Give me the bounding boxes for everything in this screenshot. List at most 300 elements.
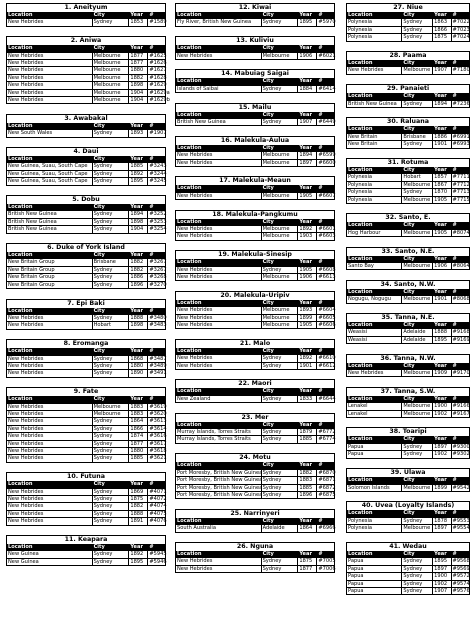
header-num: # [317, 348, 334, 355]
header-location: Location [347, 12, 402, 19]
header-year: Year [433, 126, 451, 133]
table-row [176, 119, 334, 126]
header-num: # [451, 126, 469, 133]
cell-num: #6872 [318, 484, 336, 491]
header-city: City [402, 510, 433, 517]
cell-city: Sydney [92, 170, 129, 177]
header-location: Location [176, 422, 261, 429]
table-row [7, 495, 165, 502]
cell-city: Sydney [261, 429, 298, 436]
table-row [347, 565, 469, 572]
cell-location: New Hebrides [176, 152, 261, 159]
header-location: Location [347, 477, 402, 484]
header-row [347, 126, 469, 133]
cell-location: Papua [347, 573, 402, 580]
cell-city: Sydney [92, 425, 129, 432]
cell-num: #4071 [149, 488, 167, 495]
cell-num: #3480 [149, 314, 167, 321]
language-block [6, 472, 166, 525]
cell-year: 1866 [129, 425, 148, 432]
cell-city: Sydney [92, 218, 129, 225]
header-city: City [402, 256, 433, 263]
cell-num: #3614 [149, 425, 167, 432]
cell-year: 1877 [298, 565, 317, 572]
cell-num: #4074 [149, 503, 167, 510]
header-location: Location [347, 60, 402, 67]
cell-city: Sydney [92, 551, 129, 558]
column-right [346, 3, 470, 605]
header-city: City [261, 12, 298, 19]
cell-location: Papua [347, 565, 402, 572]
cell-city: Sydney [261, 469, 298, 476]
cell-city: Hobart [402, 174, 433, 181]
language-block [346, 542, 470, 595]
table-row [7, 163, 165, 170]
header-location: Location [7, 12, 92, 19]
cell-num: #7715 [452, 196, 470, 203]
cell-location: Weasisi [347, 336, 402, 343]
header-row [176, 259, 334, 266]
cell-location: New Hebrides [176, 362, 261, 369]
cell-city: Sydney [261, 395, 298, 402]
cell-city: Melbourne [402, 525, 433, 532]
header-row [7, 45, 165, 52]
cell-location: New Guinea [7, 558, 92, 565]
language-block [346, 213, 470, 237]
cell-location: New Britain Group [7, 281, 92, 288]
cell-year: 1882 [129, 266, 148, 273]
cell-num: #9572 [452, 573, 470, 580]
table-row [7, 362, 165, 369]
cell-num: #6870 [318, 469, 336, 476]
cell-location: New Hebrides [7, 510, 92, 517]
records-table [347, 222, 469, 236]
cell-num: #6774 [318, 436, 336, 443]
table-row [347, 370, 469, 377]
header-row [176, 112, 334, 119]
language-title: 1. Aneityum [64, 4, 108, 11]
cell-year: 1864 [298, 525, 317, 532]
header-location: Location [7, 123, 92, 130]
table-row [347, 558, 469, 565]
cell-year: 1900 [433, 573, 451, 580]
header-year: Year [298, 551, 317, 558]
cell-year: 1868 [129, 355, 148, 362]
header-year: Year [298, 219, 317, 226]
header-num: # [317, 300, 334, 307]
cell-year: 1905 [433, 229, 451, 236]
header-year: Year [298, 259, 317, 266]
header-location: Location [176, 12, 261, 19]
header-location: Location [176, 551, 261, 558]
cell-num: #3489 [149, 362, 167, 369]
header-year: Year [129, 123, 148, 130]
table-row [176, 52, 334, 59]
table-row [347, 525, 469, 532]
cell-year: 1898 [129, 82, 148, 89]
cell-location: New Hebrides [347, 67, 402, 74]
language-title: 41. Wedau [389, 542, 427, 550]
header-num: # [148, 123, 165, 130]
table-row [7, 266, 165, 273]
table-row [7, 314, 165, 321]
cell-location: Lenakel [347, 410, 402, 417]
cell-location: New Hebrides [7, 518, 92, 525]
cell-city: Melbourne [261, 226, 298, 233]
header-location: Location [7, 544, 92, 551]
table-row [7, 130, 165, 137]
cell-year: 1895 [129, 178, 148, 185]
table-row [347, 484, 469, 491]
table-row [7, 60, 165, 67]
cell-num: #9574 [452, 580, 470, 587]
cell-year: 1885 [298, 484, 317, 491]
cell-location: New Hebrides [7, 19, 92, 26]
language-title: 27. Niue [393, 4, 423, 11]
table-row [347, 410, 469, 417]
table-row [347, 181, 469, 188]
language-title: 16. Malekula-Aulua [220, 136, 290, 144]
cell-city: Sydney [261, 266, 298, 273]
table-row [7, 89, 165, 96]
header-location: Location [347, 510, 402, 517]
cell-year: 1895 [433, 558, 451, 565]
table-row [7, 403, 165, 410]
language-title: 12. Kiwai [238, 4, 272, 11]
cell-city: Sydney [92, 418, 129, 425]
cell-num: #1629 [149, 82, 167, 89]
header-row [176, 348, 334, 355]
cell-location: Murray Islands, Torres Straits [176, 436, 261, 443]
header-num: # [148, 481, 165, 488]
header-city: City [261, 551, 298, 558]
header-num: # [317, 78, 334, 85]
header-city: City [402, 60, 433, 67]
header-num: # [317, 518, 334, 525]
header-city: City [92, 123, 129, 130]
header-year: Year [433, 322, 451, 329]
header-city: City [261, 348, 298, 355]
cell-city: Melbourne [261, 233, 298, 240]
language-block [175, 339, 335, 370]
language-title: 34. Santo, N.W. [380, 280, 436, 288]
table-row [176, 85, 334, 92]
cell-num: #3617 [149, 440, 167, 447]
table-row [176, 152, 334, 159]
cell-location: British New Guinea [7, 218, 92, 225]
cell-city: Sydney [92, 362, 129, 369]
language-block [6, 535, 166, 566]
language-block [175, 3, 335, 27]
cell-city: Melbourne [402, 370, 433, 377]
table-row [176, 395, 334, 402]
header-row [347, 289, 469, 296]
cell-location: New Britain Group [7, 259, 92, 266]
header-num: # [451, 510, 469, 517]
language-title: 5. Dobu [72, 196, 100, 204]
cell-year: 1904 [129, 97, 148, 104]
cell-year: 1883 [298, 477, 317, 484]
records-table [176, 78, 334, 92]
header-year: Year [129, 396, 148, 403]
cell-year: 1894 [433, 100, 451, 107]
cell-num: #4072 [149, 495, 167, 502]
cell-location: British New Guinea [347, 100, 402, 107]
cell-location: New Hebrides [7, 82, 92, 89]
header-year: Year [129, 156, 148, 163]
cell-year: 1892 [129, 551, 148, 558]
cell-num: #3268 [149, 274, 167, 281]
table-row [347, 34, 469, 41]
language-title: 23. Mer [241, 413, 269, 421]
cell-year: 1877 [129, 60, 148, 67]
cell-year: 1892 [298, 226, 317, 233]
cell-num: #1589 [149, 19, 167, 26]
header-row [176, 78, 334, 85]
header-city: City [261, 300, 298, 307]
cell-location: New Hebrides [176, 192, 261, 199]
cell-location: Papua [347, 443, 402, 450]
header-row [7, 123, 165, 130]
header-city: City [92, 204, 129, 211]
header-row [347, 60, 469, 67]
cell-city: Sydney [402, 19, 433, 26]
header-num: # [148, 544, 165, 551]
cell-year: 1882 [129, 74, 148, 81]
records-table [7, 481, 165, 524]
cell-location: New Hebrides [347, 370, 402, 377]
header-num: # [317, 12, 334, 19]
table-row [176, 484, 334, 491]
cell-num: #9554 [452, 525, 470, 532]
header-year: Year [433, 436, 451, 443]
cell-location: New Hebrides [7, 455, 92, 462]
cell-year: 1895 [433, 336, 451, 343]
language-block [346, 51, 470, 75]
column-middle [175, 3, 335, 583]
header-city: City [402, 12, 433, 19]
cell-city: Sydney [92, 488, 129, 495]
header-num: # [451, 12, 469, 19]
table-row [7, 440, 165, 447]
cell-year: 1883 [129, 403, 148, 410]
cell-city: Sydney [92, 281, 129, 288]
cell-num: #9170 [452, 370, 470, 377]
table-row [347, 580, 469, 587]
language-title: 40. Uvea (Loyalty Islands) [361, 502, 455, 510]
cell-location: Polynesia [347, 525, 402, 532]
cell-location: New Guinea [7, 551, 92, 558]
table-row [7, 322, 165, 329]
cell-year: 1905 [298, 266, 317, 273]
cell-city: Sydney [402, 451, 433, 458]
cell-year: 1894 [129, 211, 148, 218]
records-table [7, 348, 165, 377]
cell-location: Polynesia [347, 19, 402, 26]
table-row [347, 196, 469, 203]
cell-year: 1903 [298, 233, 317, 240]
table-row [176, 491, 334, 498]
header-row [176, 12, 334, 19]
cell-num: #6601 [318, 226, 336, 233]
cell-location: South Australia [176, 525, 261, 532]
language-block [346, 427, 470, 458]
header-location: Location [176, 259, 261, 266]
table-row [7, 558, 165, 565]
table-row [176, 233, 334, 240]
header-row [347, 322, 469, 329]
cell-location: New Hebrides [176, 274, 261, 281]
cell-city: Sydney [92, 266, 129, 273]
header-num: # [451, 322, 469, 329]
cell-num: #6871 [318, 477, 336, 484]
header-city: City [261, 462, 298, 469]
cell-year: 1901 [298, 362, 317, 369]
cell-num: #8068 [452, 296, 470, 303]
cell-location: New Guinea, Suau, South Cape [7, 163, 92, 170]
cell-city: Adelaide [402, 329, 433, 336]
cell-city: Sydney [261, 477, 298, 484]
header-year: Year [129, 45, 148, 52]
language-block [175, 250, 335, 281]
cell-location: Lenakel [347, 403, 402, 410]
cell-year: 1895 [129, 558, 148, 565]
header-row [347, 551, 469, 558]
header-year: Year [298, 300, 317, 307]
records-table [347, 396, 469, 417]
language-title: 29. Panaieti [386, 85, 430, 93]
table-row [176, 274, 334, 281]
cell-year: 1886 [129, 274, 148, 281]
cell-city: Sydney [402, 141, 433, 148]
cell-city: Sydney [261, 491, 298, 498]
header-location: Location [7, 204, 92, 211]
table-row [7, 82, 165, 89]
header-location: Location [7, 481, 92, 488]
table-row [7, 433, 165, 440]
cell-year: 1904 [129, 89, 148, 96]
language-block [175, 413, 335, 444]
cell-year: 1893 [129, 130, 148, 137]
cell-city: Sydney [92, 433, 129, 440]
header-city: City [402, 551, 433, 558]
records-table [347, 477, 469, 491]
table-row [7, 259, 165, 266]
header-year: Year [433, 396, 451, 403]
language-title: 24. Motu [239, 454, 271, 462]
cell-year: 1909 [433, 370, 451, 377]
cell-year: 1898 [129, 218, 148, 225]
cell-city: Sydney [261, 19, 298, 26]
cell-city: Melbourne [261, 274, 298, 281]
header-city: City [402, 396, 433, 403]
cell-location: Polynesia [347, 189, 402, 196]
cell-num: #7713 [452, 189, 470, 196]
language-title: 20. Malekula-Uripiv [220, 291, 290, 299]
header-row [7, 308, 165, 315]
cell-year: 1857 [433, 174, 451, 181]
header-row [347, 256, 469, 263]
cell-city: Melbourne [92, 52, 129, 59]
header-city: City [92, 252, 129, 259]
cell-num: #3491 [149, 370, 167, 377]
cell-num: #9300 [452, 443, 470, 450]
header-year: Year [298, 388, 317, 395]
header-row [347, 222, 469, 229]
cell-city: Sydney [402, 34, 433, 41]
records-table [7, 123, 165, 137]
cell-num: #1628 [149, 74, 167, 81]
header-city: City [261, 259, 298, 266]
language-block [346, 84, 470, 108]
cell-city: Sydney [92, 163, 129, 170]
records-table [7, 156, 165, 185]
header-row [176, 185, 334, 192]
table-row [7, 178, 165, 185]
records-table [7, 544, 165, 565]
cell-city: Sydney [92, 518, 129, 525]
language-block [346, 3, 470, 42]
language-block [6, 36, 170, 104]
cell-city: Sydney [92, 447, 129, 454]
table-row [176, 226, 334, 233]
cell-location: New Hebrides [7, 433, 92, 440]
cell-city: Melbourne [402, 181, 433, 188]
cell-num: #9169 [452, 336, 470, 343]
language-block [175, 36, 335, 60]
header-row [347, 510, 469, 517]
cell-location: New Hebrides [176, 52, 261, 59]
language-block [175, 379, 335, 403]
header-location: Location [7, 308, 92, 315]
cell-location: New Hebrides [7, 410, 92, 417]
header-city: City [92, 396, 129, 403]
cell-location: New Hebrides [7, 355, 92, 362]
cell-city: Melbourne [261, 322, 298, 329]
cell-city: Melbourne [402, 296, 433, 303]
cell-num: #3244 [149, 170, 167, 177]
cell-city: Sydney [92, 510, 129, 517]
cell-num: #3252 [149, 211, 167, 218]
cell-num: #7236 [452, 100, 470, 107]
language-block [6, 3, 166, 27]
header-num: # [451, 477, 469, 484]
cell-year: 1883 [129, 410, 148, 417]
header-city: City [261, 185, 298, 192]
table-row [7, 418, 165, 425]
cell-city: Sydney [92, 355, 129, 362]
cell-year: 1904 [129, 226, 148, 233]
cell-num: #7006 [318, 565, 336, 572]
table-row [347, 229, 469, 236]
table-row [176, 307, 334, 314]
table-row [347, 189, 469, 196]
header-num: # [148, 308, 165, 315]
language-title: 2. Aniwa [70, 37, 102, 45]
cell-num: #3253 [149, 218, 167, 225]
cell-num: #6875 [318, 491, 336, 498]
language-title: 30. Raluana [386, 118, 430, 126]
header-year: Year [129, 204, 148, 211]
header-num: # [317, 462, 334, 469]
header-location: Location [347, 167, 402, 174]
cell-city: Melbourne [92, 97, 129, 104]
header-num: # [148, 156, 165, 163]
header-year: Year [129, 481, 148, 488]
cell-num: #6610 [318, 355, 336, 362]
cell-location: New Hebrides [176, 322, 261, 329]
header-row [7, 544, 165, 551]
